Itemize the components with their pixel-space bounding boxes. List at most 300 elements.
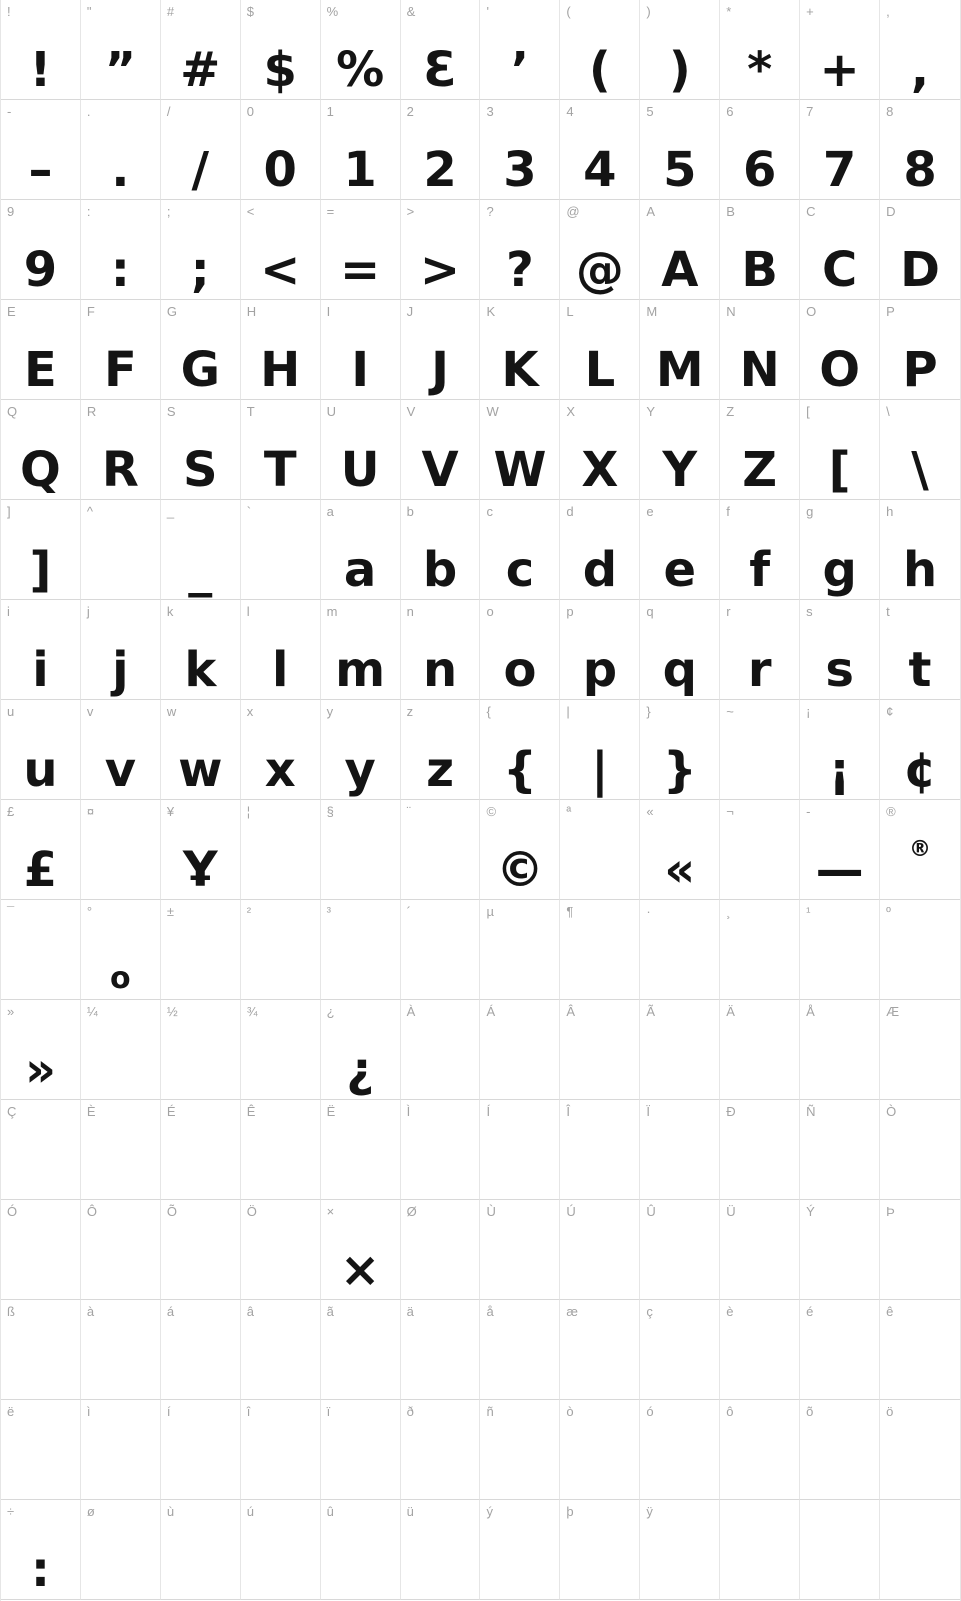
glyph: o bbox=[503, 642, 537, 698]
glyph: ¡ bbox=[828, 742, 851, 798]
glyph: / bbox=[191, 142, 210, 198]
glyph-cell bbox=[1, 1500, 81, 1600]
glyph: T bbox=[263, 442, 297, 498]
glyph: : bbox=[30, 1542, 51, 1598]
glyph-cell bbox=[1, 1100, 81, 1200]
glyph-cell bbox=[880, 1300, 960, 1400]
glyph-cell bbox=[640, 1100, 720, 1200]
glyph-cell bbox=[241, 200, 321, 300]
cell-code-label: P bbox=[886, 304, 895, 319]
cell-code-label: $ bbox=[246, 4, 254, 19]
glyph-cell bbox=[800, 800, 880, 900]
cell-code-label: B bbox=[726, 204, 735, 219]
glyph-cell bbox=[720, 1500, 800, 1600]
glyph-cell bbox=[800, 400, 880, 500]
glyph: : bbox=[110, 242, 130, 298]
glyph-cell bbox=[720, 400, 800, 500]
glyph-cell bbox=[1, 100, 81, 200]
glyph-cell bbox=[720, 800, 800, 900]
cell-code-label: ¥ bbox=[166, 804, 175, 819]
cell-code-label: . bbox=[86, 104, 91, 119]
cell-code-label: ³ bbox=[326, 904, 331, 919]
glyph-cell bbox=[401, 500, 481, 600]
cell-code-label: W bbox=[486, 404, 499, 419]
glyph-cell bbox=[321, 1500, 401, 1600]
glyph: g bbox=[822, 542, 857, 598]
glyph-cell bbox=[640, 400, 720, 500]
glyph-cell bbox=[401, 0, 481, 100]
cell-code-label: ¢ bbox=[886, 704, 894, 719]
cell-code-label: à bbox=[86, 1304, 95, 1319]
glyph-cell bbox=[800, 200, 880, 300]
glyph-cell bbox=[480, 600, 560, 700]
glyph-cell bbox=[640, 500, 720, 600]
glyph-cell bbox=[560, 300, 640, 400]
cell-code-label: Ó bbox=[7, 1204, 18, 1219]
cell-code-label: 3 bbox=[486, 104, 494, 119]
glyph: I bbox=[351, 342, 370, 398]
glyph-cell bbox=[640, 1400, 720, 1500]
glyph-cell bbox=[480, 0, 560, 100]
glyph-cell bbox=[321, 900, 401, 1000]
cell-code-label: H bbox=[246, 304, 257, 319]
cell-code-label: ÷ bbox=[7, 1504, 15, 1519]
glyph-cell bbox=[1, 500, 81, 600]
glyph-cell bbox=[480, 1400, 560, 1500]
cell-code-label: } bbox=[646, 704, 651, 719]
cell-code-label: l bbox=[246, 604, 250, 619]
cell-code-label: F bbox=[86, 304, 95, 319]
glyph-cell bbox=[161, 900, 241, 1000]
glyph-cell bbox=[880, 200, 960, 300]
glyph-cell bbox=[640, 100, 720, 200]
glyph-cell bbox=[720, 300, 800, 400]
glyph-cell bbox=[81, 500, 161, 600]
cell-code-label: \ bbox=[886, 404, 890, 419]
glyph-cell bbox=[401, 900, 481, 1000]
glyph: ; bbox=[190, 242, 210, 298]
cell-code-label: # bbox=[166, 4, 175, 19]
glyph-cell bbox=[560, 200, 640, 300]
cell-code-label: ï bbox=[326, 1404, 331, 1419]
glyph: j bbox=[112, 642, 129, 698]
cell-code-label: å bbox=[486, 1304, 494, 1319]
glyph: + bbox=[819, 42, 860, 98]
glyph: v bbox=[104, 742, 137, 798]
glyph: S bbox=[182, 442, 218, 498]
glyph-cell bbox=[880, 500, 960, 600]
glyph-cell bbox=[640, 600, 720, 700]
glyph-cell bbox=[720, 900, 800, 1000]
cell-code-label: > bbox=[406, 204, 415, 219]
cell-code-label: c bbox=[486, 504, 493, 519]
glyph-cell bbox=[401, 300, 481, 400]
cell-code-label: É bbox=[166, 1104, 176, 1119]
cell-code-label: í bbox=[166, 1404, 171, 1419]
cell-code-label: ì bbox=[86, 1404, 91, 1419]
glyph: » bbox=[24, 1042, 56, 1098]
cell-code-label: e bbox=[646, 504, 654, 519]
glyph: { bbox=[502, 742, 538, 798]
cell-code-label: ò bbox=[566, 1404, 574, 1419]
cell-code-label: : bbox=[86, 204, 91, 219]
cell-code-label: ó bbox=[646, 1404, 654, 1419]
glyph-cell bbox=[720, 1000, 800, 1100]
glyph-cell bbox=[161, 400, 241, 500]
glyph-cell bbox=[640, 700, 720, 800]
glyph-cell bbox=[640, 0, 720, 100]
glyph: 8 bbox=[903, 142, 937, 198]
glyph-cell bbox=[81, 100, 161, 200]
glyph-cell bbox=[241, 1100, 321, 1200]
glyph-cell bbox=[241, 1000, 321, 1100]
glyph: — bbox=[815, 842, 864, 898]
glyph-cell bbox=[161, 200, 241, 300]
cell-code-label: Æ bbox=[886, 1004, 900, 1019]
glyph-cell bbox=[720, 500, 800, 600]
glyph: M bbox=[655, 342, 704, 398]
glyph-cell bbox=[241, 1200, 321, 1300]
glyph-cell bbox=[241, 500, 321, 600]
glyph-cell bbox=[161, 600, 241, 700]
glyph-cell bbox=[800, 100, 880, 200]
glyph-cell bbox=[241, 1300, 321, 1400]
cell-code-label: k bbox=[166, 604, 174, 619]
cell-code-label: ± bbox=[166, 904, 174, 919]
glyph-cell bbox=[560, 100, 640, 200]
cell-code-label: Á bbox=[486, 1004, 496, 1019]
glyph-cell bbox=[321, 1100, 401, 1200]
glyph-cell bbox=[161, 1100, 241, 1200]
cell-code-label: ù bbox=[166, 1504, 175, 1519]
glyph-cell bbox=[800, 700, 880, 800]
glyph-cell bbox=[720, 600, 800, 700]
cell-code-label: C bbox=[806, 204, 816, 219]
glyph-cell bbox=[1, 200, 81, 300]
cell-code-label: ² bbox=[246, 904, 252, 919]
cell-code-label: G bbox=[166, 304, 177, 319]
glyph-cell bbox=[401, 200, 481, 300]
glyph-cell bbox=[401, 100, 481, 200]
cell-code-label: ä bbox=[406, 1304, 414, 1319]
glyph-cell bbox=[321, 800, 401, 900]
glyph: r bbox=[747, 642, 772, 698]
cell-code-label: ¹ bbox=[806, 904, 811, 919]
cell-code-label: s bbox=[806, 604, 813, 619]
glyph-cell bbox=[640, 300, 720, 400]
cell-code-label: * bbox=[726, 4, 732, 19]
cell-code-label: % bbox=[326, 4, 339, 19]
glyph-cell bbox=[241, 900, 321, 1000]
glyph-cell bbox=[401, 1300, 481, 1400]
cell-code-label: â bbox=[246, 1304, 254, 1319]
glyph-cell bbox=[161, 1000, 241, 1100]
glyph: % bbox=[336, 42, 385, 98]
glyph-cell bbox=[720, 700, 800, 800]
glyph-cell bbox=[480, 100, 560, 200]
glyph: Y bbox=[662, 442, 698, 498]
glyph-cell bbox=[161, 1300, 241, 1400]
glyph: F bbox=[103, 342, 137, 398]
glyph-cell bbox=[1, 1300, 81, 1400]
cell-code-label: ¼ bbox=[86, 1004, 98, 1019]
cell-code-label: × bbox=[326, 1204, 335, 1219]
cell-code-label: 7 bbox=[806, 104, 814, 119]
glyph: R bbox=[101, 442, 139, 498]
glyph-cell bbox=[161, 300, 241, 400]
cell-code-label: < bbox=[246, 204, 255, 219]
glyph: ¢ bbox=[903, 742, 937, 798]
glyph-cell bbox=[800, 1200, 880, 1300]
cell-code-label: ½ bbox=[166, 1004, 178, 1019]
glyph: o bbox=[110, 961, 131, 996]
glyph-cell bbox=[161, 0, 241, 100]
cell-code-label: û bbox=[326, 1504, 334, 1519]
cell-code-label: " bbox=[86, 4, 92, 19]
cell-code-label: R bbox=[86, 404, 97, 419]
cell-code-label: ë bbox=[7, 1404, 15, 1419]
glyph-cell bbox=[241, 1400, 321, 1500]
glyph: s bbox=[825, 642, 854, 698]
cell-code-label: o bbox=[486, 604, 494, 619]
glyph-cell bbox=[720, 1100, 800, 1200]
glyph-cell bbox=[800, 1300, 880, 1400]
glyph-cell bbox=[161, 1500, 241, 1600]
glyph-cell bbox=[480, 700, 560, 800]
cell-code-label: ¬ bbox=[726, 804, 734, 819]
glyph-cell bbox=[401, 600, 481, 700]
cell-code-label: ; bbox=[166, 204, 171, 219]
cell-code-label: / bbox=[166, 104, 171, 119]
glyph-cell bbox=[401, 800, 481, 900]
glyph-cell bbox=[241, 800, 321, 900]
glyph: < bbox=[260, 242, 301, 298]
glyph-cell bbox=[800, 900, 880, 1000]
cell-code-label: Q bbox=[7, 404, 18, 419]
glyph-cell bbox=[401, 700, 481, 800]
glyph-cell bbox=[880, 1000, 960, 1100]
glyph: C bbox=[822, 242, 858, 298]
cell-code-label: p bbox=[566, 604, 574, 619]
glyph-cell bbox=[81, 0, 161, 100]
cell-code-label: ¡ bbox=[806, 704, 811, 719]
cell-code-label: õ bbox=[806, 1404, 814, 1419]
cell-code-label: w bbox=[166, 704, 177, 719]
cell-code-label: T bbox=[246, 404, 255, 419]
cell-code-label: Î bbox=[566, 1104, 571, 1119]
glyph-cell bbox=[241, 600, 321, 700]
cell-code-label: º bbox=[886, 904, 891, 919]
cell-code-label: ' bbox=[486, 4, 489, 19]
cell-code-label: ´ bbox=[406, 904, 411, 919]
cell-code-label: ý bbox=[486, 1504, 493, 1519]
glyph: @ bbox=[575, 242, 624, 298]
glyph-cell bbox=[880, 400, 960, 500]
glyph-cell bbox=[1, 700, 81, 800]
cell-code-label: E bbox=[7, 304, 16, 319]
glyph: 1 bbox=[343, 142, 377, 198]
glyph-cell bbox=[81, 700, 161, 800]
glyph-cell bbox=[480, 1500, 560, 1600]
cell-code-label: h bbox=[886, 504, 894, 519]
glyph: $ bbox=[263, 42, 297, 98]
glyph-cell bbox=[321, 0, 401, 100]
glyph: ! bbox=[29, 42, 52, 98]
glyph-cell bbox=[1, 800, 81, 900]
glyph: N bbox=[739, 342, 780, 398]
cell-code-label: Ü bbox=[726, 1204, 736, 1219]
cell-code-label: ø bbox=[86, 1504, 95, 1519]
cell-code-label: u bbox=[7, 704, 15, 719]
cell-code-label: Â bbox=[566, 1004, 576, 1019]
cell-code-label: + bbox=[806, 4, 814, 19]
cell-code-label: ö bbox=[886, 1404, 894, 1419]
cell-code-label: È bbox=[86, 1104, 96, 1119]
cell-code-label: ¿ bbox=[326, 1004, 335, 1019]
cell-code-label: Õ bbox=[166, 1204, 177, 1219]
cell-code-label: Û bbox=[646, 1204, 656, 1219]
cell-code-label: Ì bbox=[406, 1104, 411, 1119]
cell-code-label: ê bbox=[886, 1304, 894, 1319]
cell-code-label: [ bbox=[806, 404, 810, 419]
glyph-cell bbox=[321, 1200, 401, 1300]
glyph-cell bbox=[880, 100, 960, 200]
cell-code-label: Ù bbox=[486, 1204, 496, 1219]
cell-code-label: è bbox=[726, 1304, 734, 1319]
glyph-cell bbox=[560, 400, 640, 500]
cell-code-label: & bbox=[406, 4, 416, 19]
glyph-cell bbox=[560, 500, 640, 600]
glyph: 6 bbox=[742, 142, 777, 198]
glyph-cell bbox=[321, 1000, 401, 1100]
cell-code-label: Ã bbox=[646, 1004, 655, 1019]
cell-code-label: ¾ bbox=[246, 1004, 258, 1019]
cell-code-label: ` bbox=[246, 504, 252, 519]
glyph-cell bbox=[560, 1200, 640, 1300]
cell-code-label: r bbox=[726, 604, 731, 619]
glyph-cell bbox=[560, 1300, 640, 1400]
glyph-cell bbox=[640, 200, 720, 300]
cell-code-label: Ô bbox=[86, 1204, 98, 1219]
glyph-cell bbox=[480, 1000, 560, 1100]
glyph: L bbox=[584, 342, 616, 398]
glyph-cell bbox=[321, 500, 401, 600]
cell-code-label: Ð bbox=[726, 1104, 736, 1119]
glyph: ? bbox=[506, 242, 534, 298]
glyph-cell bbox=[81, 600, 161, 700]
cell-code-label: 0 bbox=[246, 104, 254, 119]
glyph: a bbox=[343, 542, 377, 598]
glyph-cell bbox=[1, 1200, 81, 1300]
glyph: « bbox=[664, 842, 696, 898]
cell-code-label: ~ bbox=[726, 704, 734, 719]
glyph-cell bbox=[640, 1200, 720, 1300]
cell-code-label: ( bbox=[566, 4, 571, 19]
cell-code-label: Ø bbox=[406, 1204, 417, 1219]
glyph: 9 bbox=[23, 242, 58, 298]
glyph-cell bbox=[480, 400, 560, 500]
glyph: U bbox=[340, 442, 380, 498]
glyph: 7 bbox=[822, 142, 857, 198]
cell-code-label: Þ bbox=[886, 1204, 895, 1219]
glyph-cell bbox=[401, 1100, 481, 1200]
cell-code-label: D bbox=[886, 204, 896, 219]
glyph-cell bbox=[640, 1300, 720, 1400]
glyph: 5 bbox=[663, 142, 697, 198]
glyph-cell bbox=[1, 600, 81, 700]
cell-code-label: Ç bbox=[7, 1104, 17, 1119]
cell-code-label: 5 bbox=[646, 104, 654, 119]
cell-code-label: æ bbox=[566, 1304, 578, 1319]
glyph-cell bbox=[800, 1500, 880, 1600]
glyph-cell bbox=[880, 900, 960, 1000]
glyph: D bbox=[900, 242, 940, 298]
cell-code-label: - bbox=[7, 104, 12, 119]
cell-code-label: Ö bbox=[246, 1204, 257, 1219]
cell-code-label: ü bbox=[406, 1504, 414, 1519]
glyph-cell bbox=[880, 1400, 960, 1500]
glyph-cell bbox=[880, 1200, 960, 1300]
cell-code-label: V bbox=[406, 404, 416, 419]
glyph: W bbox=[493, 442, 547, 498]
glyph: 0 bbox=[263, 142, 297, 198]
glyph-cell bbox=[1, 1400, 81, 1500]
cell-code-label: z bbox=[406, 704, 414, 719]
cell-code-label: Y bbox=[646, 404, 655, 419]
cell-code-label: ¤ bbox=[86, 804, 95, 819]
glyph-cell bbox=[241, 1500, 321, 1600]
cell-code-label: Ò bbox=[886, 1104, 897, 1119]
cell-code-label: ô bbox=[726, 1404, 734, 1419]
glyph-cell bbox=[720, 200, 800, 300]
glyph-cell bbox=[480, 300, 560, 400]
cell-code-label: Ä bbox=[726, 1004, 735, 1019]
glyph: £ bbox=[23, 842, 58, 898]
cell-code-label: Z bbox=[726, 404, 735, 419]
glyph-cell bbox=[161, 700, 241, 800]
glyph-cell bbox=[401, 1500, 481, 1600]
glyph-cell bbox=[321, 700, 401, 800]
cell-code-label: ¯ bbox=[7, 904, 15, 919]
cell-code-label: = bbox=[326, 204, 335, 219]
glyph: G bbox=[180, 342, 220, 398]
glyph: b bbox=[422, 542, 458, 598]
glyph-cell bbox=[161, 1200, 241, 1300]
cell-code-label: m bbox=[326, 604, 338, 619]
cell-code-label: î bbox=[246, 1404, 251, 1419]
glyph-cell bbox=[480, 1100, 560, 1200]
cell-code-label: A bbox=[646, 204, 655, 219]
cell-code-label: ÿ bbox=[646, 1504, 653, 1519]
cell-code-label: j bbox=[86, 604, 90, 619]
glyph-cell bbox=[321, 100, 401, 200]
glyph: J bbox=[431, 342, 449, 398]
glyph-cell bbox=[800, 1100, 880, 1200]
glyph-cell bbox=[560, 1500, 640, 1600]
cell-code-label: { bbox=[486, 704, 491, 719]
cell-code-label: Ê bbox=[246, 1104, 256, 1119]
glyph: h bbox=[902, 542, 938, 598]
glyph-cell bbox=[640, 900, 720, 1000]
glyph-cell bbox=[720, 0, 800, 100]
cell-code-label: 1 bbox=[326, 104, 334, 119]
glyph: 4 bbox=[583, 142, 617, 198]
glyph-cell bbox=[161, 800, 241, 900]
glyph: ® bbox=[909, 837, 932, 862]
cell-code-label: 4 bbox=[566, 104, 574, 119]
cell-code-label: ! bbox=[7, 4, 11, 19]
cell-code-label: f bbox=[726, 504, 730, 519]
